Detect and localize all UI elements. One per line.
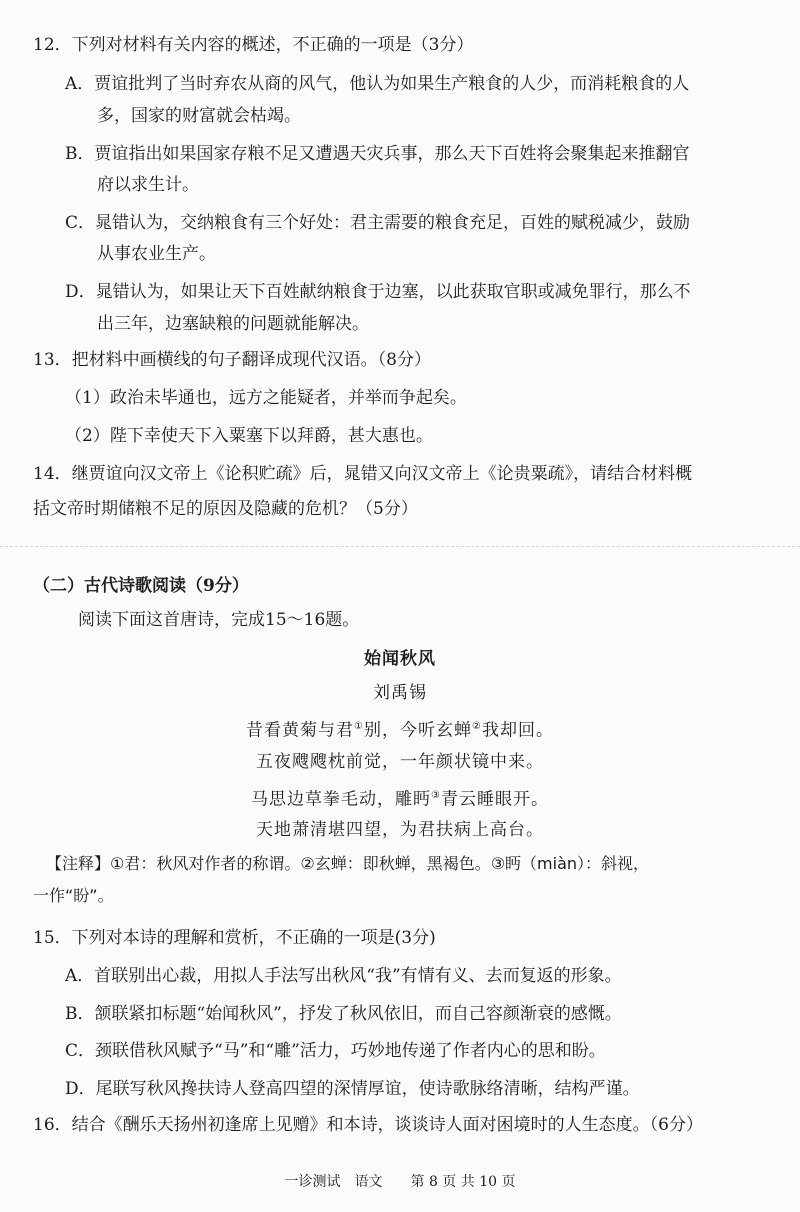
q14-line2: 括文帝时期储粮不足的原因及隐藏的危机？（5分）	[33, 499, 418, 519]
poem-author: 刘禹锡	[373, 683, 427, 703]
q15-option-c: C．颈联借秋风赋予“马”和“雕”活力，巧妙地传递了作者内心的思和盼。	[65, 1041, 606, 1061]
q15-option-d: D．尾联写秋风搀扶诗人登高四望的深情厚谊，使诗歌脉络清晰，结构严谨。	[65, 1079, 640, 1099]
q12-option-b-line2: 府以求生计。	[97, 175, 199, 195]
page-footer: 一诊测试 语文 第 8 页 共 10 页	[284, 1174, 516, 1190]
q12-option-a-line1: A．贾谊批判了当时弃农从商的风气，他认为如果生产粮食的人少，而消耗粮食的人	[65, 74, 690, 94]
poem-line-4: 天地萧清堪四望，为君扶病上高台。	[256, 820, 544, 840]
q12-option-d-line2: 出三年，边塞缺粮的问题就能解决。	[97, 314, 369, 334]
poem-notes-line2: 一作“盼”。	[33, 886, 114, 905]
poem-line-3: 马思边草拳毛动，雕眄③青云睡眼开。	[251, 789, 549, 810]
q12-option-d-line1: D．晁错认为，如果让天下百姓献纳粮食于边塞，以此获取官职或减免罪行，那么不	[65, 282, 691, 302]
footnote-marker-3: ③	[431, 790, 441, 801]
q16-stem: 16．结合《酬乐天扬州初逢席上见赠》和本诗，谈谈诗人面对困境时的人生态度。（6分）	[33, 1115, 703, 1135]
q12-option-c-line1: C．晁错认为，交纳粮食有三个好处：君主需要的粮食充足，百姓的赋税减少，鼓励	[65, 213, 691, 233]
poem-line-2: 五夜飕飕枕前觉，一年颜状镜中来。	[256, 752, 544, 772]
q12-option-a-line2: 多，国家的财富就会枯竭。	[97, 106, 301, 126]
q15-stem: 15．下列对本诗的理解和赏析，不正确的一项是(3分)	[33, 928, 436, 948]
poem-line-1: 昔看黄菊与君①别，今听玄蝉②我却回。	[246, 720, 554, 741]
q12-stem: 12．下列对材料有关内容的概述，不正确的一项是（3分）	[33, 35, 474, 55]
section-intro: 阅读下面这首唐诗，完成15～16题。	[78, 610, 360, 630]
q12-option-b-line1: B．贾谊指出如果国家存粮不足又遭遇天灾兵事，那么天下百姓将会聚集起来推翻官	[65, 144, 690, 164]
section-title: （二）古代诗歌阅读（9分）	[33, 576, 249, 596]
footnote-marker-1: ①	[354, 721, 364, 732]
q15-option-b: B．颔联紧扣标题“始闻秋风”，抒发了秋风依旧，而自己容颜渐衰的感慨。	[65, 1004, 622, 1024]
q13-sentence-1: （1）政治未毕通也，远方之能疑者，并举而争起矣。	[65, 388, 467, 408]
footnote-marker-2: ②	[472, 721, 482, 732]
q15-option-a: A．首联别出心裁，用拟人手法写出秋风“我”有情有义、去而复返的形象。	[65, 966, 622, 986]
q14-line1: 14．继贾谊向汉文帝上《论积贮疏》后，晁错又向汉文帝上《论贵粟疏》，请结合材料概	[33, 464, 693, 484]
q12-option-c-line2: 从事农业生产。	[97, 244, 216, 264]
q13-stem: 13．把材料中画横线的句子翻译成现代汉语。（8分）	[33, 350, 431, 370]
poem-notes-line1: 【注释】①君：秋风对作者的称谓。②玄蝉：即秋蝉，黑褐色。③眄（miàn）：斜视，	[46, 854, 650, 873]
poem-title: 始闻秋风	[364, 649, 436, 669]
section-divider	[0, 546, 800, 547]
q13-sentence-2: （2）陛下幸使天下入粟塞下以拜爵，甚大惠也。	[65, 426, 433, 446]
